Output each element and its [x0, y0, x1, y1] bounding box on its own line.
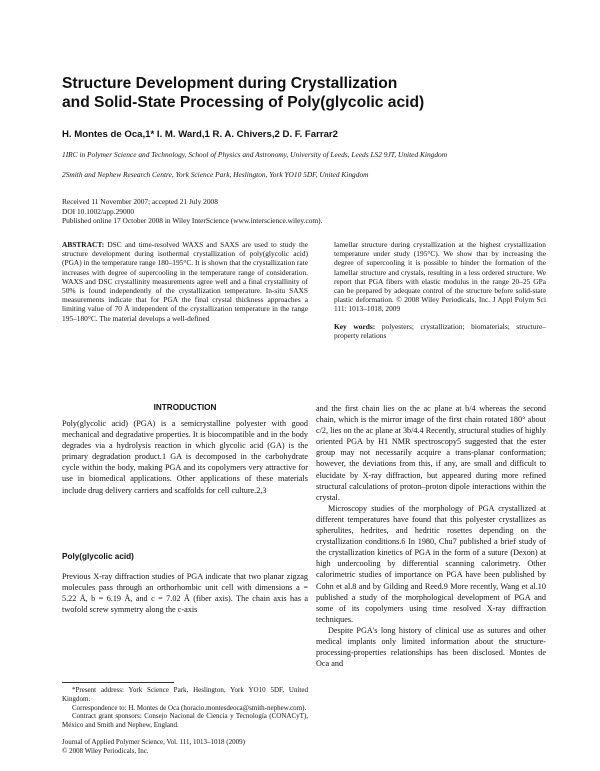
introduction-heading: INTRODUCTION: [153, 403, 217, 412]
paper-title: [62, 74, 542, 112]
right-column-body: [316, 403, 546, 669]
intro-paragraph: [62, 418, 308, 496]
pga-paragraph: [62, 571, 308, 615]
intro-text: Poly(glycolic acid) (PGA) is a semicrystalline polyester with good mechanical and degradative properties. It is biocompatible and in the body degrades via a hydrolysis reaction in which glycolic acid (GA) is the primary degradation product.1 GA is decomposed in the carbohydrate cycle within the body, making PGA and its copolymers very attractive for use in biomedical applications. Other applications of these materials include drug delivery carriers and scaffolds for cell culture.2,3: [62, 419, 308, 495]
abstract-right: [334, 240, 546, 340]
doi: DOI 10.1002/app.29000: [62, 206, 135, 216]
abstract-label: ABSTRACT:: [62, 240, 105, 249]
keywords-text: polyesters; crystallization; biomaterials; structure–property relations: [334, 321, 546, 340]
footnote-grants: Contract grant sponsors: Consejo Nacional de Ciencia y Tecnología (CONACyT), México and Smith and Nephew, England.: [62, 712, 308, 730]
publication-dates: [62, 197, 542, 226]
right-paragraph-2: Microscopy studies of the morphology of PGA crystallized at different temperatures have found that this polyester crystallizes as spherulites, hedrites, and hedritic rosettes depending on the crystallization conditions.6 In 1980, Chu7 published a brief study of the crystallization kinetics of PGA in the form of a suture (Dexon) at high undercooling by differential scanning calorimetry. Other calorimetric studies of importance on PGA have been published by Cohn et al.8 and by Gilding and Reed.9 More recently, Wang et al.10 published a study of the morphological development of PGA and some of its copolymers using time resolved X-ray diffraction techniques.: [316, 503, 546, 624]
keywords: [334, 322, 546, 340]
author-list: H. Montes de Oca,1* I. M. Ward,1 R. A. Chivers,2 D. F. Farrar2: [62, 129, 338, 140]
abstract-text-left: DSC and time-resolved WAXS and SAXS are used to study the structure development during isothermal crystallization of poly(glycolic acid) (PGA) in the temperature range 180–195°C. It is shown that the crystallization rate increases with degree of supercooling in the temperature range of consideration. WAXS and DSC crystallinity measurements agree well and a final crystallinity of 50% is found independently of the crystallization temperature. In-situ SAXS measurements indicate that for PGA the final crystal thickness approaches a limiting value of 70 Å independent of the crystallization temperature in the range 195–180°C. The material develops a well-defined: [62, 240, 308, 323]
footnote-correspondence: Correspondence to: H. Montes de Oca (horacio.montesdeoca@smith-nephew.com).: [72, 703, 307, 712]
journal-info: [62, 738, 308, 756]
journal-copyright: © 2008 Wiley Periodicals, Inc.: [62, 747, 149, 755]
abstract-left: [62, 240, 308, 323]
abstract-text-right: lamellar structure during crystallization at the highest crystallization temperature under study (195°C). We show that by increasing the degree of supercooling it is possible to hinder the formation of the lamellar structure and crystals, resulting in a less ordered structure. We report that PGA fibers with elastic modulus in the range 20–25 GPa can be prepared by adequate control of the structure before solid-state plastic deformation. © 2008 Wiley Periodicals, Inc. J Appl Polym Sci 111: 1013–1018, 2009: [334, 240, 546, 314]
title-line-2: and Solid-State Processing of Poly(glycolic acid): [62, 94, 425, 111]
keywords-label: Key words:: [334, 321, 376, 331]
footnote-rule: [62, 682, 174, 683]
pga-subheading: Poly(glycolic acid): [62, 552, 134, 561]
footnote-present-address: *Present address: York Science Park, Heslington, York YO10 5DF, United Kingdom.: [62, 686, 308, 703]
pga-text: Previous X-ray diffraction studies of PGA indicate that two planar zigzag molecules pass through an orthorhombic unit cell with dimensions a = 5.22 Å, b = 6.19 Å, and c = 7.02 Å (fiber axis). The chain axis has a twofold screw symmetry along the c-axis: [62, 572, 308, 615]
journal-citation: Journal of Applied Polymer Science, Vol. 111, 1013–1018 (2009): [62, 738, 245, 746]
right-paragraph-1: and the first chain lies on the ac plane at b/4 whereas the second chain, which is the mirror image of the first chain rotated 180° about c/2, lies on the ac plane at 3b/4.4 Recently, structural studies of highly oriented PGA by H1 NMR spectroscopy5 suggested that the ester group may not necessarily acquire a trans-planar conformation; however, the deviations from this, if any, are small and difficult to elucidate by X-ray diffraction, but appeared during more refined structural calculations of proton–proton dipole interactions within the crystal.: [316, 404, 546, 502]
footnotes: [62, 686, 308, 730]
published-online: Published online 17 October 2008 in Wiley InterScience (www.interscience.wiley.com).: [62, 216, 323, 226]
affiliation-1: 1IRC in Polymer Science and Technology, School of Physics and Astronomy, University of Leeds, Leeds LS2 9JT, United Kingdom: [62, 150, 448, 159]
right-paragraph-3: Despite PGA's long history of clinical use as sutures and other medical implants only limited information about the structure-processing-properties relationships has been disclosed. Montes de Oca and: [316, 625, 546, 669]
received-date: Received 11 November 2007; accepted 21 July 2008: [62, 197, 218, 206]
affiliation-2: 2Smith and Nephew Research Centre, York Science Park, Heslington, York YO10 5DF, United Kingdom: [62, 170, 369, 179]
title-line-1: Structure Development during Crystallization: [62, 75, 398, 92]
